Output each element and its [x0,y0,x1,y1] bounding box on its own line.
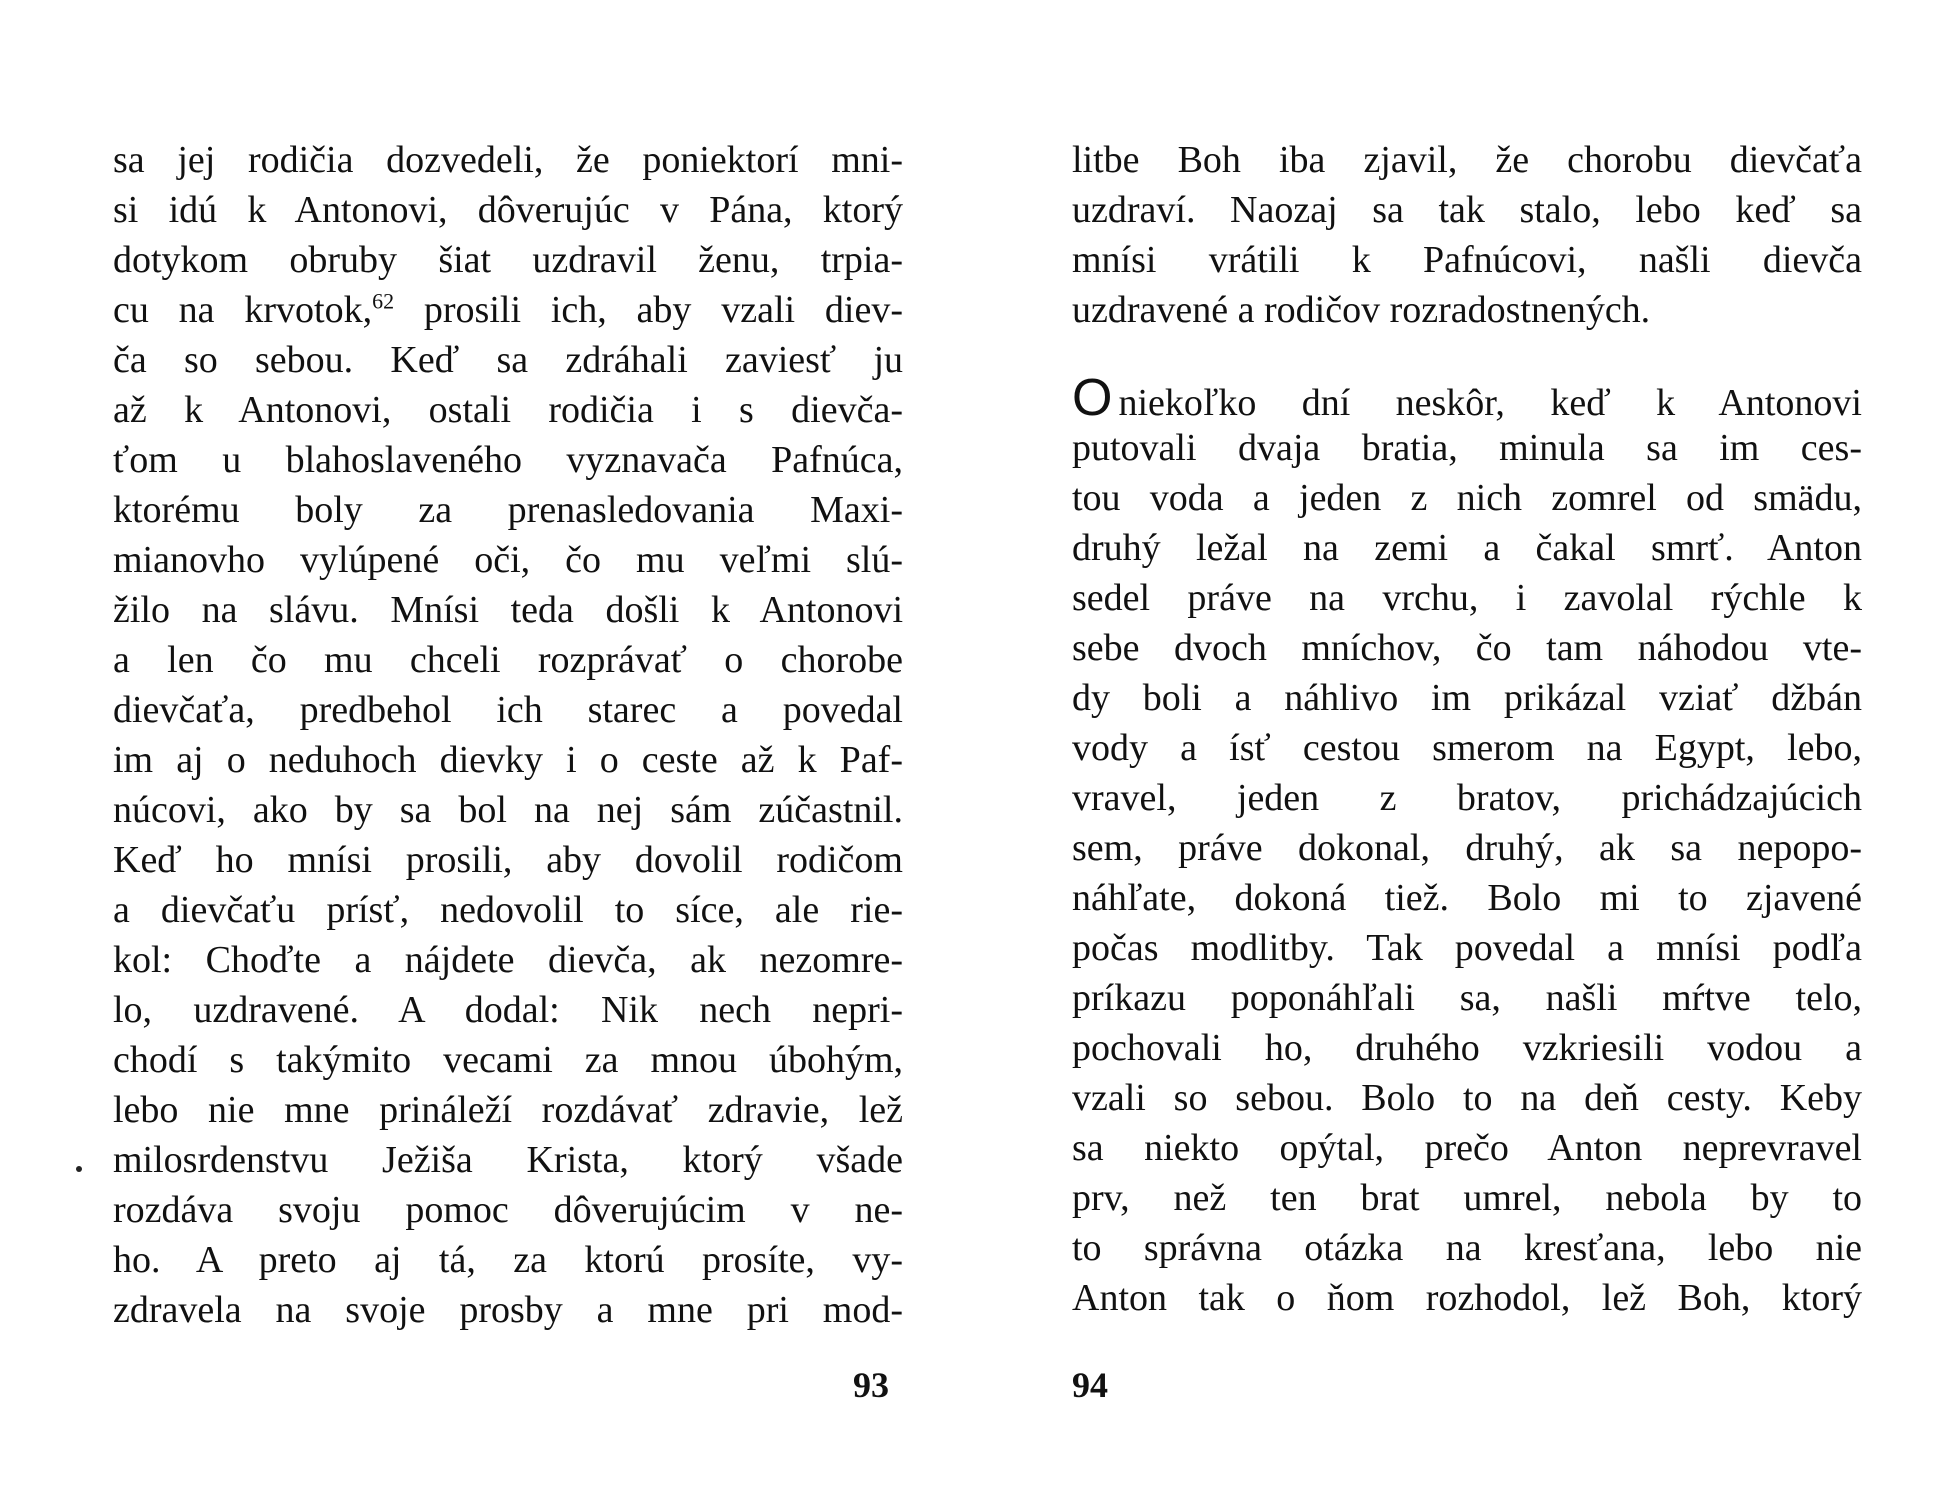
text-line: náhľate, dokoná tiež. Bolo mi to zjavené [1072,877,1862,919]
text-line: Anton tak o ňom rozhodol, lež Boh, ktorý [1072,1277,1862,1319]
text-line: ťom u blahoslaveného vyznavača Pafnúca, [113,439,903,481]
page-number-left: 93 [853,1365,889,1405]
text-line: sa niekto opýtal, prečo Anton neprevravel [1072,1127,1862,1169]
text-line: uzdravené a rodičov rozradostnených. [1072,289,1651,331]
text-line: ho. A preto aj tá, za ktorú prosíte, vy- [113,1239,903,1281]
text-line: sem, práve dokonal, druhý, ak sa nepopo- [1072,827,1862,869]
text-line: to správna otázka na kresťana, lebo nie [1072,1227,1862,1269]
text-line: až k Antonovi, ostali rodičia i s dievča- [113,389,903,431]
text-line: vody a ísť cestou smerom na Egypt, lebo, [1072,727,1862,769]
text-line: počas modlitby. Tak povedal a mnísi podľa [1072,927,1862,969]
footnote-marker: 62 [372,288,395,314]
margin-dot-mark [76,1166,82,1172]
footnote-line-part: prosili ich, aby vzali diev- [394,289,903,331]
text-line: prv, než ten brat umrel, nebola by to [1072,1177,1862,1219]
text-line: a len čo mu chceli rozprávať o chorobe [113,639,903,681]
text-line: milosrdenstvu Ježiša Krista, ktorý všade [113,1139,903,1181]
right-page [972,0,1944,1500]
dropcap-line-text: niekoľko dní neskôr, keď k Antonovi [1118,382,1862,424]
text-line: vravel, jeden z bratov, prichádzajúcich [1072,777,1862,819]
text-line-dropcap [1072,369,1862,427]
text-line: zdravela na svoje prosby a mne pri mod- [113,1289,903,1331]
text-line: uzdraví. Naozaj sa tak stalo, lebo keď sa [1072,189,1862,231]
page-number-right: 94 [1072,1365,1108,1405]
text-line: putovali dvaja bratia, minula sa im ces- [1072,427,1862,469]
text-line: ča so sebou. Keď sa zdráhali zaviesť ju [113,339,903,381]
text-line: Keď ho mnísi prosili, aby dovolil rodičom [113,839,903,881]
text-line: a dievčaťu prísť, nedovolil to síce, ale rie- [113,889,903,931]
text-line: rozdáva svoju pomoc dôverujúcim v ne- [113,1189,903,1231]
text-line: lo, uzdravené. A dodal: Nik nech nepri- [113,989,903,1031]
text-line: mnísi vrátili k Pafnúcovi, našli dievča [1072,239,1862,281]
right-page-text [1072,135,1862,1323]
text-line: si idú k Antonovi, dôverujúc v Pána, ktorý [113,189,903,231]
text-line: žilo na slávu. Mnísi teda došli k Antonovi [113,589,903,631]
text-line: sa jej rodičia dozvedeli, že poniektorí mni- [113,139,903,181]
left-page-text [113,135,903,1335]
text-line: dotykom obruby šiat uzdravil ženu, trpia- [113,239,903,281]
text-line: lebo nie mne prináleží rozdávať zdravie, lež [113,1089,903,1131]
text-line: mianovho vylúpené oči, čo mu veľmi slú- [113,539,903,581]
drop-cap: O [1072,369,1113,427]
text-line: núcovi, ako by sa bol na nej sám zúčastnil. [113,789,903,831]
text-line: dievčaťa, predbehol ich starec a povedal [113,689,903,731]
text-line: druhý ležal na zemi a čakal smrť. Anton [1072,527,1862,569]
text-line: kol: Choďte a nájdete dievča, ak nezomre- [113,939,903,981]
text-line: im aj o neduhoch dievky i o ceste až k Paf- [113,739,903,781]
text-line: príkazu poponáhľali sa, našli mŕtve telo, [1072,977,1862,1019]
text-line-with-footnote [113,285,903,335]
footnote-line-part: cu na krvotok, [113,289,373,331]
text-line: pochovali ho, druhého vzkriesili vodou a [1072,1027,1862,1069]
text-line: vzali so sebou. Bolo to na deň cesty. Keby [1072,1077,1862,1119]
text-line: dy boli a náhlivo im prikázal vziať džbán [1072,677,1862,719]
text-line: ktorému boly za prenasledovania Maxi- [113,489,903,531]
text-line: tou voda a jeden z nich zomrel od smädu, [1072,477,1862,519]
text-line: sebe dvoch mníchov, čo tam náhodou vte- [1072,627,1862,669]
text-line: chodí s takýmito vecami za mnou úbohým, [113,1039,903,1081]
text-line: sedel práve na vrchu, i zavolal rýchle k [1072,577,1862,619]
paragraph-gap [1072,335,1862,373]
text-line: litbe Boh iba zjavil, že chorobu dievčaťa [1072,139,1862,181]
